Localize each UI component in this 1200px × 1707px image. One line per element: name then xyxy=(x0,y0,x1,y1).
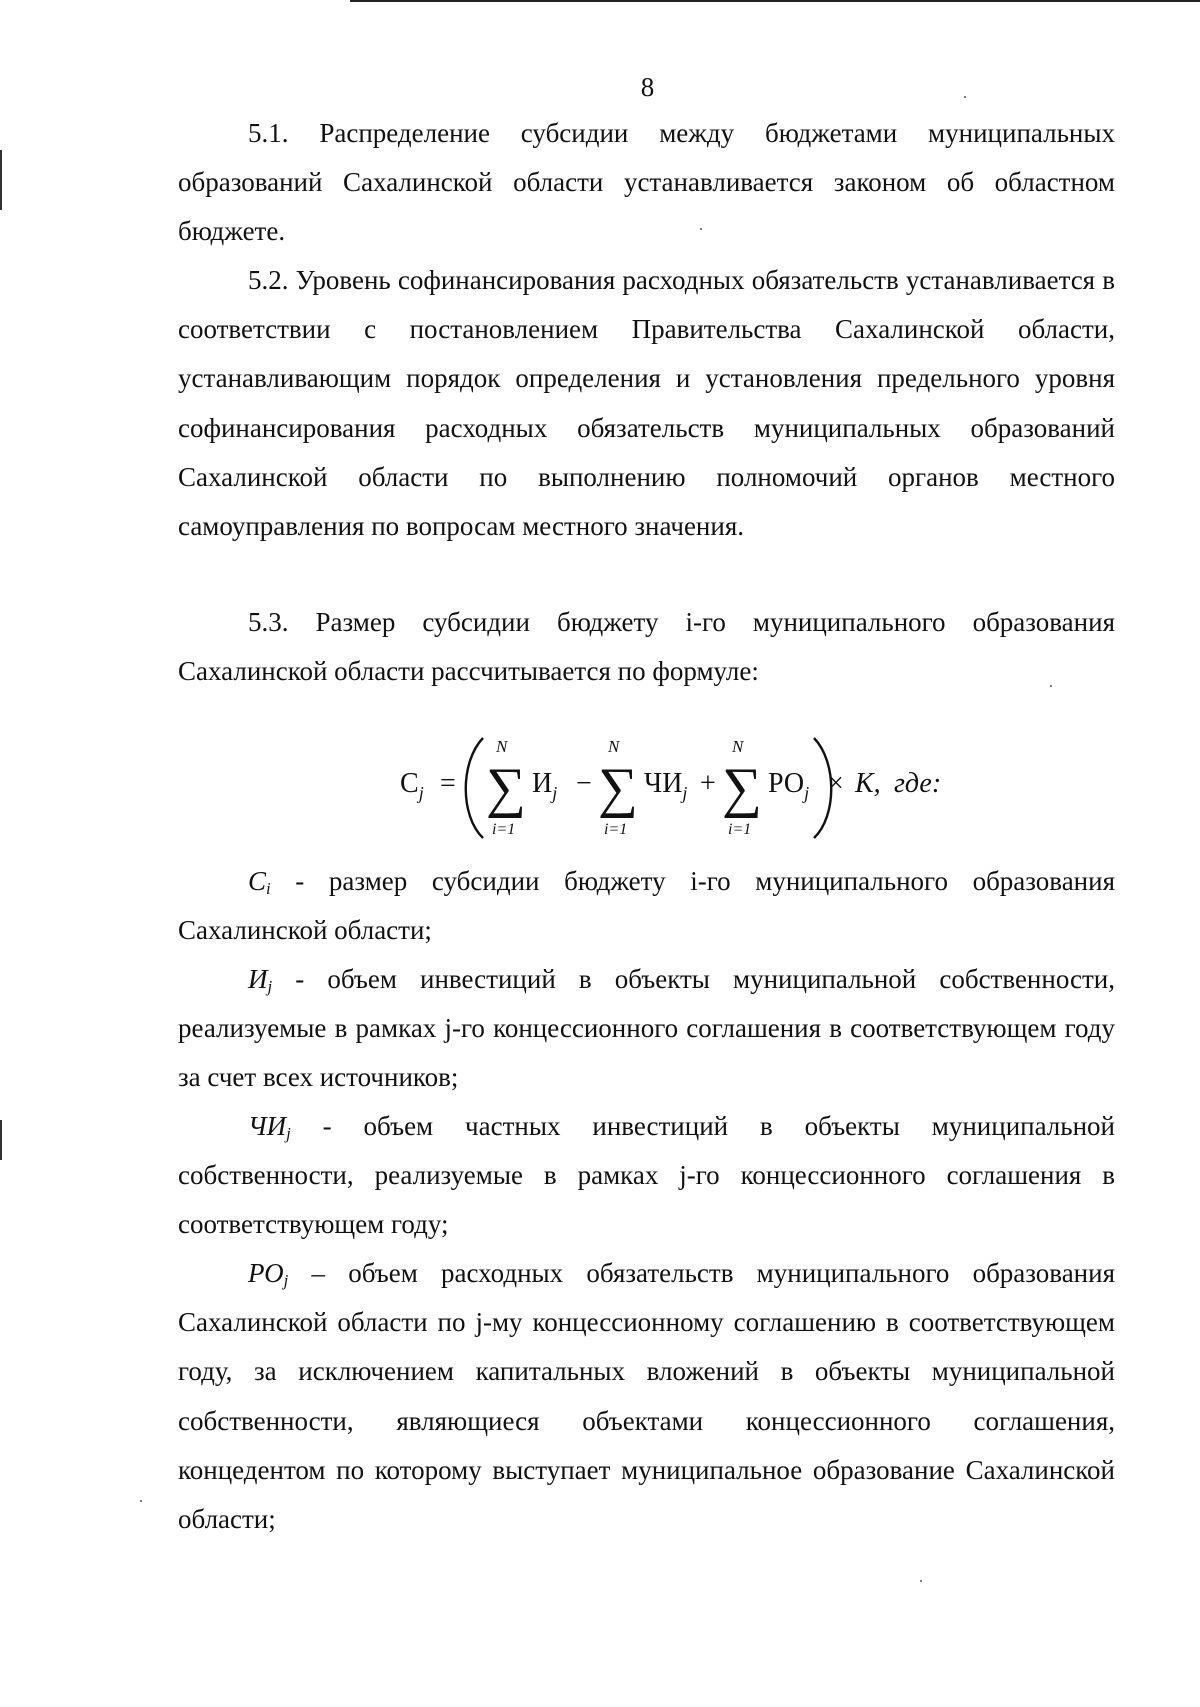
svg-text:+: + xyxy=(700,768,716,799)
svg-text:N: N xyxy=(496,737,508,756)
left-paren xyxy=(466,738,483,838)
definition-ij: $И_j$ - объем инвестиций в объекты муниципальной собственности, реализуемые в рамках j-го концессионного соглашения в соответствующем году за счет всех источников; xyxy=(178,964,1115,1093)
svg-text:РОj: $РО_j$ xyxy=(768,768,810,803)
sum-sign: ∑ xyxy=(598,757,638,819)
definition-roj: $РО_j$ – объем расходных обязательств муниципального образования Сахалинской области по j-му концессионному соглашению в соответствующем году, за исключением капитальных вложений в объекты муниципальной собственности, являющиеся объектами концессионного соглашения, концедентом по которому выступает муниципальное образование Сахалинской области; xyxy=(178,1258,1115,1535)
sum-sign: ∑ xyxy=(486,757,526,819)
svg-text:i=1: i=1 xyxy=(492,821,516,838)
svg-text:−: − xyxy=(576,768,592,799)
svg-text:i=1: i=1 xyxy=(728,821,752,838)
paragraph-5-1: 5.1. Распределение субсидии между бюджетами муниципальных образований Сахалинской области устанавливается законом об областном бюджете. xyxy=(178,118,1115,247)
svg-text:=: = xyxy=(440,768,456,799)
paragraph-5-2: 5.2. Уровень софинансирования расходных обязательств устанавливается в соответствии с постановлением Правительства Сахалинской области, устанавливающим порядок определения и установления предельного уровня софинансирования расходных обязательств муниципальных образований Сахалинской области по выполнению полномочий органов местного самоуправления по вопросам местного значения. xyxy=(178,265,1115,542)
svg-text:×: × xyxy=(828,768,844,799)
scan-edge-mark xyxy=(0,150,2,210)
scan-speck xyxy=(920,1580,922,1582)
scan-top-rule xyxy=(350,0,1200,2)
page-number: 8 xyxy=(640,72,655,102)
definition-ci: $С_i$ - размер субсидии бюджету i-го муниципального образования Сахалинской области; xyxy=(178,866,1115,946)
scan-speck xyxy=(140,1500,142,1502)
subsidy-formula xyxy=(400,732,980,842)
svg-text:Сj: $С_j$ xyxy=(400,768,424,803)
sum-sign: ∑ xyxy=(722,757,762,819)
paragraph-5-3: 5.3. Размер субсидии бюджету i-го муниципального образования Сахалинской области рассчитывается по формуле: xyxy=(178,607,1115,687)
svg-text:где:: где: xyxy=(894,768,942,799)
scan-edge-mark xyxy=(0,1120,2,1160)
svg-text:N: N xyxy=(608,737,620,756)
svg-text:i=1: i=1 xyxy=(604,821,628,838)
svg-text:N: N xyxy=(732,737,744,756)
svg-text:К,: К, xyxy=(855,768,881,799)
svg-text:Иj: $И_j$ xyxy=(532,768,558,803)
svg-text:ЧИj: $ЧИ_j$ xyxy=(644,768,688,803)
definition-chij: $ЧИ_j$ - объем частных инвестиций в объекты муниципальной собственности, реализуемые в рамках j-го концессионного соглашения в соответствующем году; xyxy=(178,1111,1115,1240)
